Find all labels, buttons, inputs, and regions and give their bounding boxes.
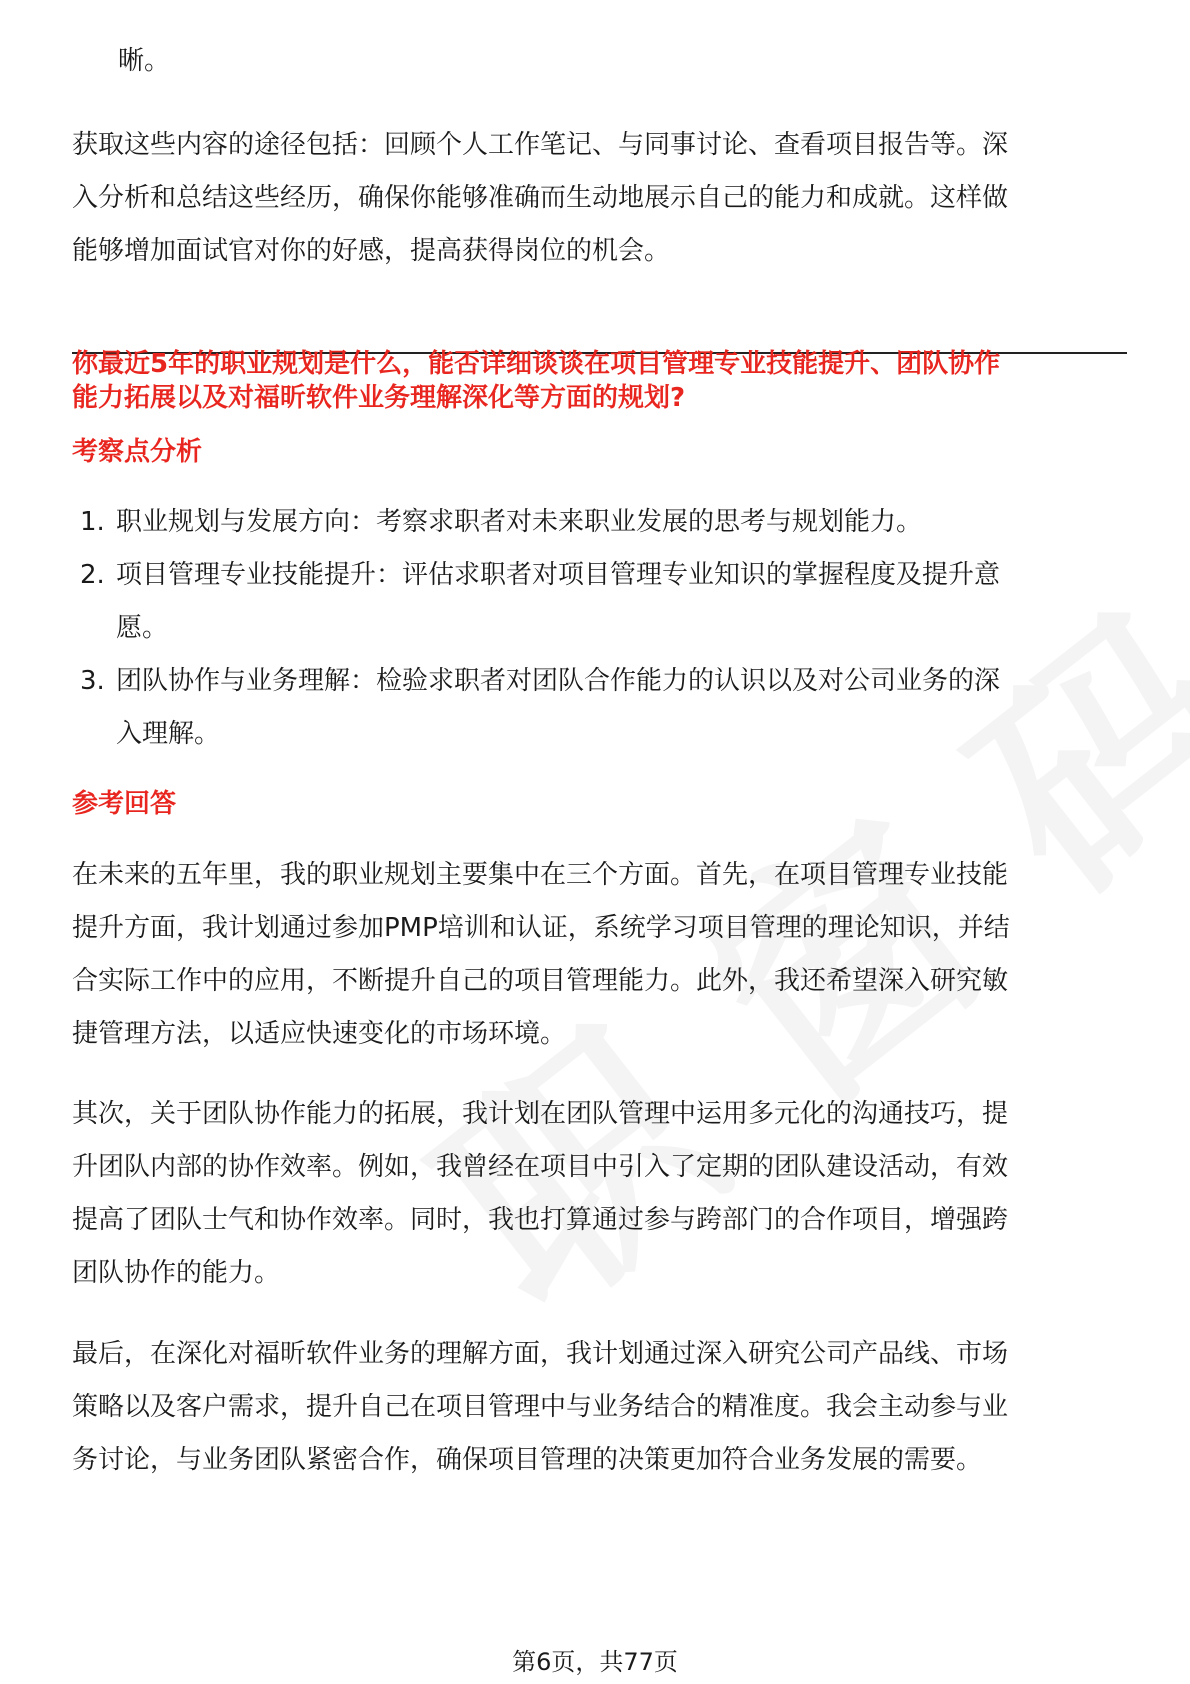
answer-line: 升团队内部的协作效率。例如，我曾经在项目中引入了定期的团队建设活动，有效 [72, 1152, 1009, 1182]
list-item-line: 入理解。 [116, 719, 221, 749]
list-item-line: 项目管理专业技能提升：评估求职者对项目管理专业知识的掌握程度及提升意 [116, 560, 1001, 590]
list-item-line: 职业规划与发展方向：考察求职者对未来职业发展的思考与规划能力。 [116, 507, 923, 537]
answer-heading: 参考回答 [72, 789, 177, 819]
answer-line: 其次，关于团队协作能力的拓展，我计划在团队管理中运用多元化的沟通技巧，提 [72, 1099, 1009, 1129]
answer-line: 团队协作的能力。 [72, 1258, 281, 1288]
analysis-heading: 考察点分析 [72, 437, 203, 467]
list-number: 2. [80, 560, 105, 590]
list-item-line: 团队协作与业务理解：检验求职者对团队合作能力的认识以及对公司业务的深 [116, 666, 1001, 696]
question-line: 能力拓展以及对福昕软件业务理解深化等方面的规划? [72, 383, 686, 413]
intro-line: 获取这些内容的途径包括：回顾个人工作笔记、与同事讨论、查看项目报告等。深 [72, 130, 1009, 160]
intro-line: 入分析和总结这些经历，确保你能够准确而生动地展示自己的能力和成就。这样做 [72, 183, 1009, 213]
answer-line: 最后，在深化对福昕软件业务的理解方面，我计划通过深入研究公司产品线、市场 [72, 1339, 1009, 1369]
list-number: 3. [80, 666, 105, 696]
answer-line: 合实际工作中的应用，不断提升自己的项目管理能力。此外，我还希望深入研究敏 [72, 966, 1009, 996]
intro-line: 能够增加面试官对你的好感，提高获得岗位的机会。 [72, 236, 671, 266]
answer-line: 提升方面，我计划通过参加PMP培训和认证，系统学习项目管理的理论知识，并结 [72, 913, 1010, 943]
list-number: 1. [80, 507, 105, 537]
question-line: 你最近5年的职业规划是什么，能否详细谈谈在项目管理专业技能提升、团队协作 [72, 349, 1001, 379]
answer-line: 在未来的五年里，我的职业规划主要集中在三个方面。首先，在项目管理专业技能 [72, 860, 1009, 890]
list-item-line: 愿。 [116, 613, 169, 643]
intro-tail: 晰。 [118, 46, 171, 76]
page-footer: 第6页，共77页 [512, 1648, 678, 1676]
answer-line: 务讨论，与业务团队紧密合作，确保项目管理的决策更加符合业务发展的需要。 [72, 1445, 983, 1475]
answer-line: 提高了团队士气和协作效率。同时，我也打算通过参与跨部门的合作项目，增强跨 [72, 1205, 1009, 1235]
answer-line: 捷管理方法，以适应快速变化的市场环境。 [72, 1019, 567, 1049]
answer-line: 策略以及客户需求，提升自己在项目管理中与业务结合的精准度。我会主动参与业 [72, 1392, 1009, 1422]
